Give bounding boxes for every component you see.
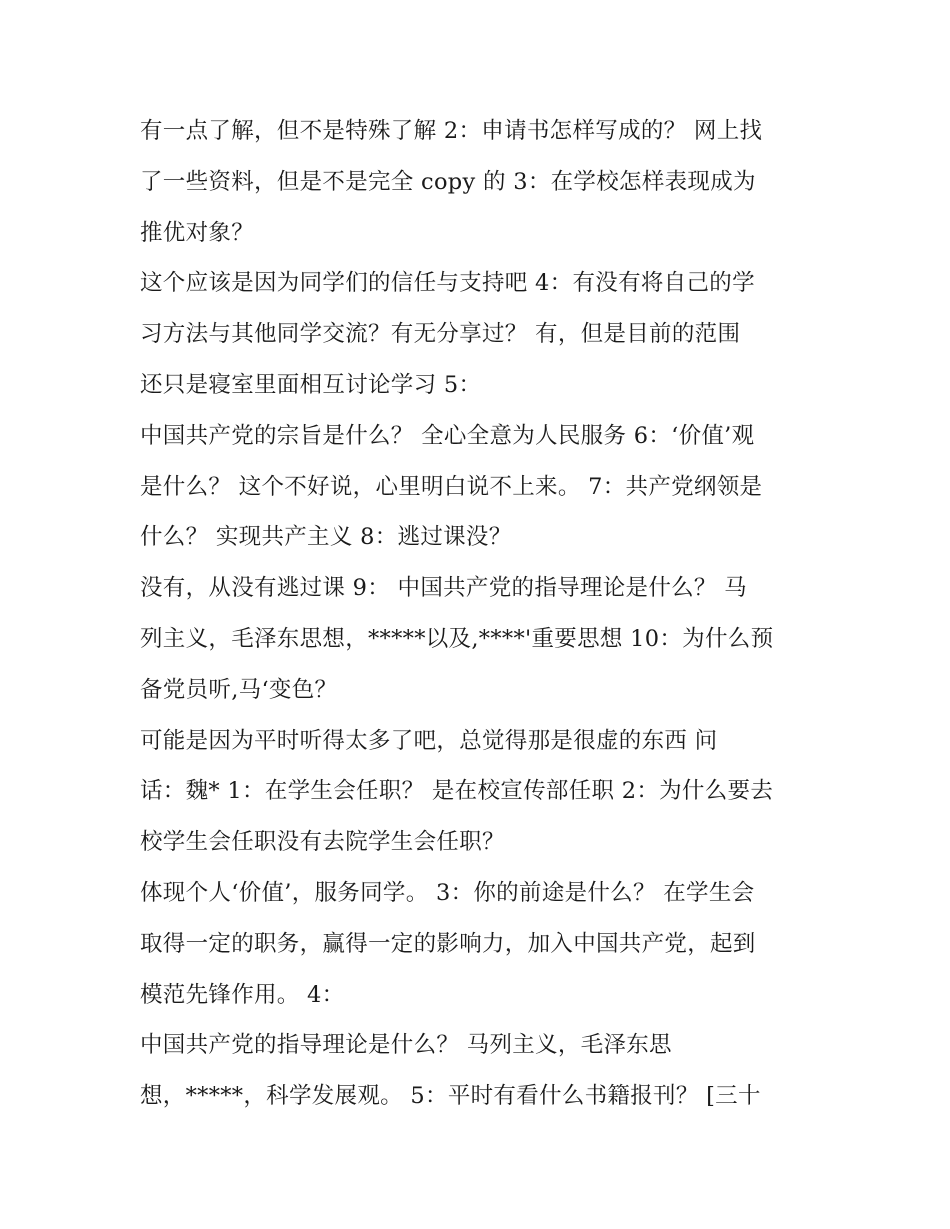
text-line-9: 什么？ 实现共产主义 8：逃过课没？ xyxy=(140,524,512,551)
text-line-3: 推优对象？ xyxy=(140,219,255,246)
text-line-10: 没有，从没有逃过课 9： 中国共产党的指导理论是什么？ 马 xyxy=(140,575,747,602)
text-line-8: 是什么？ 这个不好说，心里明白说不上来。 7：共产党纲领是 xyxy=(140,473,763,500)
text-line-1: 有一点了解，但不是特殊了解 2：申请书怎样写成的？ 网上找 xyxy=(140,118,763,144)
text-line-13: 可能是因为平时听得太多了吧，总觉得那是很虚的东西 问 xyxy=(140,727,718,754)
text-line-5: 习方法与其他同学交流？有无分享过？ 有，但是目前的范围 xyxy=(140,321,741,348)
text-line-14: 话：魏* 1：在学生会任职？ 是在校宣传部任职 2：为什么要去 xyxy=(140,778,774,805)
text-line-11: 列主义，毛泽东思想，*****以及,****'重要思想 10：为什么预 xyxy=(140,625,774,652)
text-line-12: 备党员听,马‘变色？ xyxy=(140,676,338,703)
text-line-16: 体现个人‘价值’，服务同学。 3：你的前途是什么？ 在学生会 xyxy=(140,879,755,906)
text-line-6: 还只是寝室里面相互讨论学习 5： xyxy=(140,371,482,398)
text-line-2: 了一些资料，但是不是完全 copy 的 3：在学校怎样表现成为 xyxy=(140,168,756,195)
text-line-15: 校学生会任职没有去院学生会任职？ xyxy=(140,829,505,856)
text-line-4: 这个应该是因为同学们的信任与支持吧 4：有没有将自己的学 xyxy=(140,270,755,297)
text-line-17: 取得一定的职务，赢得一定的影响力，加入中国共产党，起到 xyxy=(140,930,756,957)
text-line-20: 想，*****，科学发展观。 5：平时有看什么书籍报刊？ [三十 xyxy=(140,1083,761,1110)
document-body xyxy=(140,106,830,1122)
text-line-18: 模范先锋作用。 4： xyxy=(140,981,345,1008)
text-line-7: 中国共产党的宗旨是什么？ 全心全意为人民服务 6：‘价值’观 xyxy=(140,422,755,449)
text-line-19: 中国共产党的指导理论是什么？ 马列主义，毛泽东思 xyxy=(140,1032,672,1059)
